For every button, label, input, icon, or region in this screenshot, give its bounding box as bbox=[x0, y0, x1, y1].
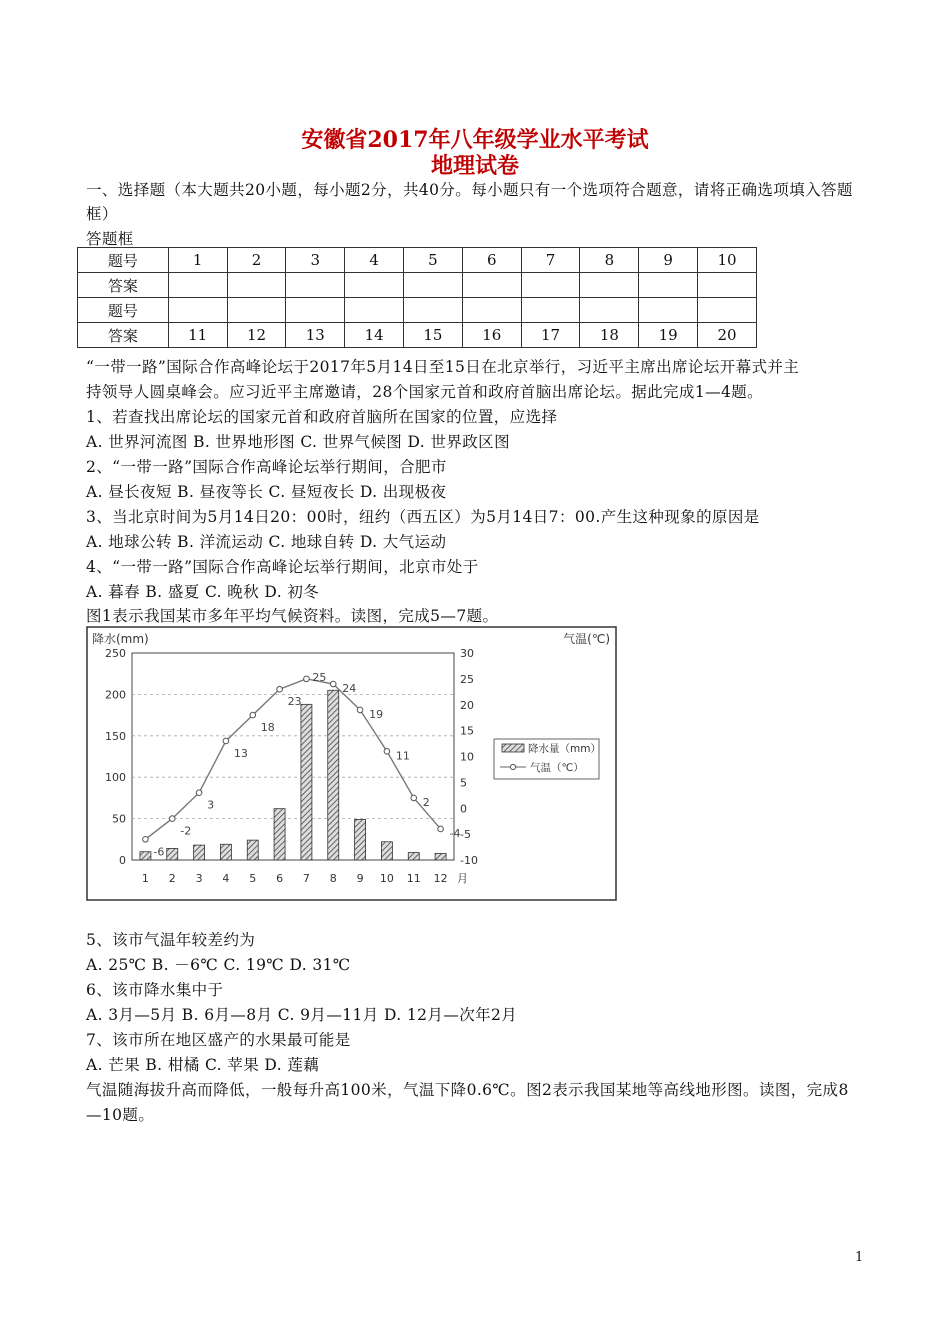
temp-tick-label: 0 bbox=[460, 802, 467, 816]
q7-options: A. 芒果 B. 柑橘 C. 苹果 D. 莲藕 bbox=[86, 1056, 320, 1074]
temperature-data-label: 23 bbox=[287, 695, 302, 709]
month-tick-label: 6 bbox=[276, 872, 284, 885]
answer-cell[interactable] bbox=[227, 298, 286, 323]
month-tick-label: 7 bbox=[302, 872, 310, 885]
temperature-point bbox=[169, 816, 175, 822]
answer-cell[interactable] bbox=[345, 298, 404, 323]
answer-cell[interactable] bbox=[639, 298, 698, 323]
temp-tick-label: 10 bbox=[460, 750, 474, 764]
temp-tick-label: 25 bbox=[460, 672, 474, 686]
q5-options: A. 25℃ B. －6℃ C. 19℃ D. 31℃ bbox=[86, 956, 351, 974]
question-number: 1 bbox=[168, 248, 227, 273]
precip-bar bbox=[247, 840, 258, 860]
temperature-data-label: -2 bbox=[180, 824, 192, 838]
answer-cell[interactable] bbox=[404, 273, 463, 298]
answer-cell[interactable] bbox=[639, 273, 698, 298]
temp-tick-label: 5 bbox=[460, 776, 467, 790]
temperature-point bbox=[223, 738, 229, 744]
question-number: 10 bbox=[698, 248, 757, 273]
q6-stem: 6、该市降水集中于 bbox=[86, 981, 224, 999]
temp-tick-label: 30 bbox=[460, 647, 474, 660]
month-tick-label: 4 bbox=[222, 872, 230, 885]
answer-cell[interactable] bbox=[404, 298, 463, 323]
q2-options: A. 昼长夜短 B. 昼夜等长 C. 昼短夜长 D. 出现极夜 bbox=[86, 483, 447, 501]
legend-temp-marker bbox=[510, 764, 515, 769]
question-number: 13 bbox=[286, 323, 345, 348]
answer-cell[interactable] bbox=[521, 273, 580, 298]
temperature-point bbox=[196, 790, 202, 796]
month-tick-label: 8 bbox=[329, 872, 337, 885]
passage1-line1: “一带一路”国际合作高峰论坛于2017年5月14日至15日在北京举行，习近平主席出席论坛开幕式并主 bbox=[86, 358, 800, 376]
precip-bar bbox=[355, 819, 366, 860]
q1-options: A. 世界河流图 B. 世界地形图 C. 世界气候图 D. 世界政区图 bbox=[86, 433, 510, 451]
row-header: 答案 bbox=[78, 323, 169, 348]
temperature-data-label: 13 bbox=[233, 746, 248, 760]
temperature-point bbox=[384, 749, 390, 755]
question-number: 2 bbox=[227, 248, 286, 273]
month-tick-label: 10 bbox=[379, 872, 394, 885]
answer-cell[interactable] bbox=[580, 298, 639, 323]
temperature-point bbox=[304, 676, 310, 682]
q3-options: A. 地球公转 B. 洋流运动 C. 地球自转 D. 大气运动 bbox=[86, 533, 447, 551]
question-number: 7 bbox=[521, 248, 580, 273]
legend-temp-label: 气温（℃） bbox=[530, 762, 584, 774]
exam-title: 安徽省2017年八年级学业水平考试 bbox=[301, 127, 649, 153]
precip-bar bbox=[140, 852, 151, 860]
row-header: 题号 bbox=[78, 248, 169, 273]
legend-precip-label: 降水量（mm） bbox=[528, 743, 601, 755]
precip-bar bbox=[328, 690, 339, 860]
question-number: 8 bbox=[580, 248, 639, 273]
month-tick-label: 1 bbox=[141, 872, 149, 885]
passage1-line2: 持领导人圆桌峰会。应习近平主席邀请，28个国家元首和政府首脑出席论坛。据此完成1—4题。 bbox=[86, 383, 764, 401]
passage2-line1: 气温随海拔升高而降低，一般每升高100米，气温下降0.6℃。图2表示我国某地等高线地形图。读图，完成8 bbox=[86, 1081, 849, 1099]
temperature-point bbox=[250, 712, 256, 718]
row-header: 题号 bbox=[78, 298, 169, 323]
q3-stem: 3、当北京时间为5月14日20：00时，纽约（西五区）为5月14日7：00.产生这种现象的原因是 bbox=[86, 508, 760, 526]
precip-axis-label: 降水(mm) bbox=[92, 632, 149, 646]
month-tick-label: 5 bbox=[249, 872, 257, 885]
question-number: 19 bbox=[639, 323, 698, 348]
question-number: 11 bbox=[168, 323, 227, 348]
temperature-data-label: 24 bbox=[342, 682, 357, 696]
precip-bar bbox=[194, 845, 205, 860]
question-number: 3 bbox=[286, 248, 345, 273]
answer-cell[interactable] bbox=[168, 298, 227, 323]
precip-tick-label: 0 bbox=[119, 854, 126, 867]
precip-bar bbox=[435, 853, 446, 860]
precip-bar bbox=[167, 848, 178, 860]
precip-bar bbox=[220, 844, 231, 860]
page-number: 1 bbox=[855, 1250, 864, 1265]
temperature-point bbox=[357, 707, 363, 713]
question-number: 6 bbox=[462, 248, 521, 273]
precip-tick-label: 150 bbox=[105, 729, 126, 743]
precip-bar bbox=[381, 842, 392, 860]
answer-table bbox=[77, 247, 757, 348]
temperature-point bbox=[277, 686, 283, 692]
q6-options: A. 3月—5月 B. 6月—8月 C. 9月—11月 D. 12月—次年2月 bbox=[86, 1006, 518, 1024]
answer-cell[interactable] bbox=[168, 273, 227, 298]
answer-cell[interactable] bbox=[698, 273, 757, 298]
question-number: 5 bbox=[404, 248, 463, 273]
question-number: 14 bbox=[345, 323, 404, 348]
precip-tick-label: 50 bbox=[112, 812, 126, 826]
x-unit-label: 月 bbox=[457, 872, 468, 885]
question-number: 15 bbox=[404, 323, 463, 348]
q2-stem: 2、“一带一路”国际合作高峰论坛举行期间，合肥市 bbox=[86, 458, 447, 476]
question-number: 20 bbox=[698, 323, 757, 348]
climate-chart-svg bbox=[86, 626, 617, 901]
temperature-point bbox=[438, 826, 444, 832]
q4-stem: 4、“一带一路”国际合作高峰论坛举行期间，北京市处于 bbox=[86, 558, 479, 576]
exam-subtitle: 地理试卷 bbox=[430, 153, 519, 179]
month-tick-label: 2 bbox=[168, 872, 176, 885]
passage2-line2: —10题。 bbox=[86, 1106, 155, 1124]
month-tick-label: 11 bbox=[406, 872, 421, 885]
q5-stem: 5、该市气温年较差约为 bbox=[86, 931, 256, 949]
month-tick-label: 9 bbox=[356, 872, 364, 885]
table-row bbox=[78, 248, 757, 273]
temp-tick-label: 20 bbox=[460, 698, 474, 712]
figure1-intro: 图1表示我国某市多年平均气候资料。读图，完成5—7题。 bbox=[86, 607, 499, 625]
temperature-data-label: -6 bbox=[153, 845, 165, 859]
question-number: 9 bbox=[639, 248, 698, 273]
temperature-data-label: -4 bbox=[449, 826, 461, 840]
question-number: 17 bbox=[521, 323, 580, 348]
temp-axis-label: 气温(℃) bbox=[563, 632, 610, 646]
answer-cell[interactable] bbox=[227, 273, 286, 298]
q4-options: A. 暮春 B. 盛夏 C. 晚秋 D. 初冬 bbox=[86, 583, 320, 601]
precip-bar bbox=[408, 853, 419, 860]
precip-tick-label: 250 bbox=[105, 647, 126, 660]
precip-tick-label: 200 bbox=[105, 688, 126, 702]
answer-cell[interactable] bbox=[580, 273, 639, 298]
row-header: 答案 bbox=[78, 273, 169, 298]
question-number: 12 bbox=[227, 323, 286, 348]
section1-instructions: 一、选择题（本大题共20小题，每小题2分，共40分。每小题只有一个选项符合题意，请将正确选项填入答题 bbox=[86, 181, 853, 199]
precip-bar bbox=[301, 704, 312, 860]
table-row bbox=[78, 273, 757, 298]
q7-stem: 7、该市所在地区盛产的水果最可能是 bbox=[86, 1031, 351, 1049]
month-tick-label: 12 bbox=[433, 872, 448, 885]
answer-cell[interactable] bbox=[286, 298, 345, 323]
month-tick-label: 3 bbox=[195, 872, 203, 885]
answer-cell[interactable] bbox=[521, 298, 580, 323]
question-number: 4 bbox=[345, 248, 404, 273]
precip-bar bbox=[274, 809, 285, 860]
temp-tick-label: -5 bbox=[460, 828, 471, 842]
answer-cell[interactable] bbox=[462, 298, 521, 323]
table-row bbox=[78, 298, 757, 323]
temperature-data-label: 18 bbox=[260, 721, 275, 735]
temperature-data-label: 3 bbox=[207, 798, 215, 812]
q1-stem: 1、若查找出席论坛的国家元首和政府首脑所在国家的位置，应选择 bbox=[86, 408, 558, 426]
table-row bbox=[78, 323, 757, 348]
temperature-data-label: 2 bbox=[422, 795, 430, 809]
temperature-point bbox=[330, 681, 336, 687]
answer-cell[interactable] bbox=[462, 273, 521, 298]
temperature-point bbox=[143, 837, 149, 843]
answer-cell[interactable] bbox=[698, 298, 757, 323]
legend-precip-swatch bbox=[502, 744, 524, 752]
climate-chart bbox=[86, 626, 617, 901]
answer-box-label: 答题框 bbox=[86, 230, 134, 248]
precip-tick-label: 100 bbox=[105, 771, 126, 785]
answer-cell[interactable] bbox=[286, 273, 345, 298]
temperature-data-label: 19 bbox=[369, 707, 384, 721]
answer-cell[interactable] bbox=[345, 273, 404, 298]
temperature-point bbox=[411, 795, 417, 801]
temp-tick-label: -10 bbox=[460, 854, 478, 867]
temp-tick-label: 15 bbox=[460, 724, 474, 738]
section1-instructions-cont: 框） bbox=[86, 205, 118, 223]
temperature-data-label: 11 bbox=[395, 749, 410, 763]
question-number: 16 bbox=[462, 323, 521, 348]
question-number: 18 bbox=[580, 323, 639, 348]
temperature-data-label: 25 bbox=[312, 670, 327, 684]
